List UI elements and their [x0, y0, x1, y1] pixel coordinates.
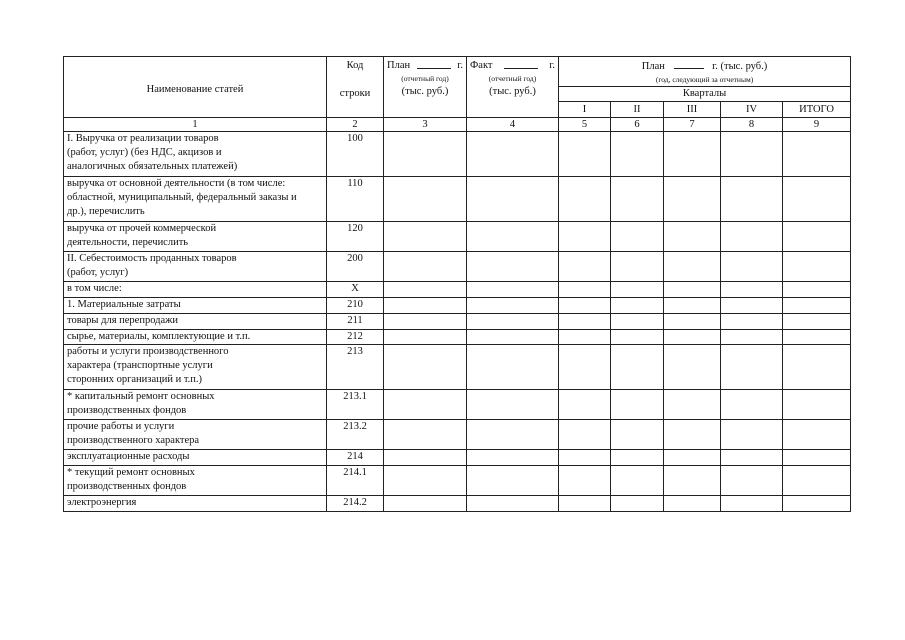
column-number: 4 — [467, 118, 559, 132]
value-cell[interactable] — [559, 496, 611, 512]
year-blank-line — [417, 59, 451, 69]
value-cell[interactable] — [611, 252, 664, 282]
header-code-sublabel: строки — [339, 88, 371, 99]
value-cell[interactable] — [467, 496, 559, 512]
value-cell[interactable] — [559, 132, 611, 177]
value-cell[interactable] — [783, 330, 851, 345]
row-name-cell: работы и услуги производственного характера (транспортные услуги сторонних организаций и т.п.) — [64, 345, 327, 390]
row-code-cell: 120 — [327, 222, 384, 252]
value-cell[interactable] — [721, 314, 783, 330]
value-cell[interactable] — [783, 466, 851, 496]
value-cell[interactable] — [783, 496, 851, 512]
value-cell[interactable] — [559, 450, 611, 466]
header-plan-next-word: План — [641, 61, 665, 72]
total-header-cell — [783, 102, 851, 118]
table-row — [64, 420, 851, 450]
value-cell[interactable] — [384, 496, 467, 512]
value-cell[interactable] — [783, 314, 851, 330]
value-cell[interactable] — [384, 132, 467, 177]
row-name-cell: * текущий ремонт основных производственных фондов — [64, 466, 327, 496]
value-cell[interactable] — [664, 330, 721, 345]
value-cell[interactable] — [467, 420, 559, 450]
value-cell[interactable] — [384, 345, 467, 390]
row-name-cell: электроэнергия — [64, 496, 327, 512]
value-cell[interactable] — [664, 450, 721, 466]
value-cell[interactable] — [559, 282, 611, 298]
row-name-cell: в том числе: — [64, 282, 327, 298]
value-cell[interactable] — [611, 345, 664, 390]
value-cell[interactable] — [721, 420, 783, 450]
value-cell[interactable] — [611, 222, 664, 252]
column-number: 1 — [64, 118, 327, 132]
row-name-cell: II. Себестоимость проданных товаров (работ, услуг) — [64, 252, 327, 282]
quarter-2-label: II — [633, 103, 641, 115]
value-cell[interactable] — [664, 282, 721, 298]
row-name-cell: сырье, материалы, комплектующие и т.п. — [64, 330, 327, 345]
column-number: 5 — [559, 118, 611, 132]
header-plan-word: План — [387, 60, 411, 71]
column-numbers-row — [64, 118, 851, 132]
header-plan-cell — [384, 57, 467, 118]
row-name-cell: товары для перепродажи — [64, 314, 327, 330]
column-number: 7 — [664, 118, 721, 132]
value-cell[interactable] — [384, 222, 467, 252]
value-cell[interactable] — [384, 466, 467, 496]
value-cell[interactable] — [384, 330, 467, 345]
value-cell[interactable] — [467, 330, 559, 345]
column-number: 3 — [384, 118, 467, 132]
row-code-cell: 213.2 — [327, 420, 384, 450]
value-cell[interactable] — [664, 177, 721, 222]
value-cell[interactable] — [783, 450, 851, 466]
header-fact-suffix: г. — [549, 60, 555, 71]
header-code-label: Код — [346, 60, 364, 71]
value-cell[interactable] — [467, 222, 559, 252]
table-row — [64, 282, 851, 298]
value-cell[interactable] — [611, 298, 664, 314]
column-number: 2 — [327, 118, 384, 132]
value-cell[interactable] — [467, 314, 559, 330]
table-row — [64, 496, 851, 512]
value-cell[interactable] — [721, 282, 783, 298]
value-cell[interactable] — [721, 345, 783, 390]
value-cell[interactable] — [664, 222, 721, 252]
value-cell[interactable] — [467, 450, 559, 466]
row-code-cell: 110 — [327, 177, 384, 222]
quarter-4-label: IV — [745, 103, 758, 115]
table-row — [64, 132, 851, 177]
row-code-cell: 211 — [327, 314, 384, 330]
value-cell[interactable] — [783, 390, 851, 420]
value-cell[interactable] — [611, 450, 664, 466]
quarter-1-cell — [559, 102, 611, 118]
table-row — [64, 450, 851, 466]
value-cell[interactable] — [559, 298, 611, 314]
header-fact-unit: (тыс. руб.) — [489, 86, 536, 97]
quarter-3-cell — [664, 102, 721, 118]
value-cell[interactable] — [664, 298, 721, 314]
row-code-cell: 214 — [327, 450, 384, 466]
value-cell[interactable] — [783, 132, 851, 177]
value-cell[interactable] — [384, 252, 467, 282]
row-code-cell: 100 — [327, 132, 384, 177]
value-cell[interactable] — [721, 450, 783, 466]
row-code-cell: X — [327, 282, 384, 298]
column-number: 6 — [611, 118, 664, 132]
table-row — [64, 222, 851, 252]
row-name-cell: эксплуатационные расходы — [64, 450, 327, 466]
quarter-1-label: I — [582, 103, 587, 115]
value-cell[interactable] — [664, 132, 721, 177]
value-cell[interactable] — [467, 466, 559, 496]
financial-plan-table — [63, 56, 851, 512]
quarter-4-cell — [721, 102, 783, 118]
header-fact-note: (отчетный год) — [488, 74, 537, 83]
value-cell[interactable] — [721, 222, 783, 252]
value-cell[interactable] — [611, 496, 664, 512]
value-cell[interactable] — [559, 466, 611, 496]
value-cell[interactable] — [664, 420, 721, 450]
row-code-cell: 213 — [327, 345, 384, 390]
table-row — [64, 177, 851, 222]
table-row — [64, 252, 851, 282]
row-code-cell: 214.1 — [327, 466, 384, 496]
total-label: ИТОГО — [799, 104, 834, 115]
value-cell[interactable] — [467, 390, 559, 420]
value-cell[interactable] — [559, 314, 611, 330]
value-cell[interactable] — [611, 330, 664, 345]
row-name-cell: 1. Материальные затраты — [64, 298, 327, 314]
value-cell[interactable] — [611, 132, 664, 177]
value-cell[interactable] — [467, 282, 559, 298]
row-code-cell: 200 — [327, 252, 384, 282]
value-cell[interactable] — [611, 390, 664, 420]
row-code-cell: 214.2 — [327, 496, 384, 512]
value-cell[interactable] — [783, 420, 851, 450]
value-cell[interactable] — [559, 390, 611, 420]
year-blank-line — [504, 59, 538, 69]
quarters-label: Кварталы — [559, 86, 850, 101]
value-cell[interactable] — [467, 298, 559, 314]
value-cell[interactable] — [783, 282, 851, 298]
table-body — [64, 132, 851, 512]
table-row — [64, 345, 851, 390]
header-code-cell — [327, 57, 384, 118]
year-blank-line — [674, 59, 704, 69]
value-cell[interactable] — [783, 177, 851, 222]
value-cell[interactable] — [559, 420, 611, 450]
value-cell[interactable] — [467, 132, 559, 177]
value-cell[interactable] — [467, 177, 559, 222]
row-code-cell: 210 — [327, 298, 384, 314]
value-cell[interactable] — [384, 314, 467, 330]
value-cell[interactable] — [721, 132, 783, 177]
column-number: 8 — [721, 118, 783, 132]
table-row — [64, 330, 851, 345]
value-cell[interactable] — [721, 496, 783, 512]
header-plan-next-note: (год, следующий за отчетным) — [655, 75, 754, 84]
value-cell[interactable] — [611, 177, 664, 222]
value-cell[interactable] — [384, 390, 467, 420]
value-cell[interactable] — [664, 496, 721, 512]
header-fact-cell — [467, 57, 559, 118]
header-row-1 — [64, 57, 851, 102]
value-cell[interactable] — [467, 252, 559, 282]
value-cell[interactable] — [611, 314, 664, 330]
quarter-3-label: III — [686, 103, 698, 115]
row-code-cell: 213.1 — [327, 390, 384, 420]
row-name-cell: * капитальный ремонт основных производственных фондов — [64, 390, 327, 420]
header-plan-next-suffix: г. (тыс. руб.) — [712, 61, 768, 72]
header-fact-word: Факт — [470, 60, 493, 71]
value-cell[interactable] — [611, 420, 664, 450]
value-cell[interactable] — [384, 282, 467, 298]
value-cell[interactable] — [664, 390, 721, 420]
value-cell[interactable] — [664, 314, 721, 330]
row-name-cell: прочие работы и услуги производственного характера — [64, 420, 327, 450]
table-row — [64, 390, 851, 420]
value-cell[interactable] — [783, 298, 851, 314]
table-row — [64, 466, 851, 496]
value-cell[interactable] — [783, 345, 851, 390]
value-cell[interactable] — [664, 345, 721, 390]
value-cell[interactable] — [721, 390, 783, 420]
value-cell[interactable] — [384, 450, 467, 466]
value-cell[interactable] — [384, 420, 467, 450]
header-name-cell — [64, 57, 327, 118]
value-cell[interactable] — [384, 298, 467, 314]
row-name-cell: выручка от основной деятельности (в том числе: областной, муниципальный, федеральный заказы и др.), перечислить — [64, 177, 327, 222]
column-number: 9 — [783, 118, 851, 132]
header-plan-unit: (тыс. руб.) — [401, 86, 449, 97]
row-name-cell: I. Выручка от реализации товаров (работ, услуг) (без НДС, акцизов и аналогичных обязательных платежей) — [64, 132, 327, 177]
value-cell[interactable] — [664, 466, 721, 496]
header-plan-next-cell — [559, 57, 851, 102]
value-cell[interactable] — [783, 222, 851, 252]
value-cell[interactable] — [721, 330, 783, 345]
value-cell[interactable] — [559, 252, 611, 282]
header-name-label: Наименование статей — [146, 84, 244, 95]
value-cell[interactable] — [611, 282, 664, 298]
value-cell[interactable] — [384, 177, 467, 222]
value-cell[interactable] — [721, 252, 783, 282]
value-cell[interactable] — [721, 177, 783, 222]
value-cell[interactable] — [467, 345, 559, 390]
value-cell[interactable] — [721, 298, 783, 314]
header-plan-note: (отчетный год) — [401, 74, 449, 83]
table-row — [64, 314, 851, 330]
quarter-2-cell — [611, 102, 664, 118]
value-cell[interactable] — [721, 466, 783, 496]
value-cell[interactable] — [783, 252, 851, 282]
table-row — [64, 298, 851, 314]
value-cell[interactable] — [559, 330, 611, 345]
value-cell[interactable] — [611, 466, 664, 496]
header-plan-suffix: г. — [457, 60, 463, 71]
value-cell[interactable] — [559, 345, 611, 390]
value-cell[interactable] — [559, 177, 611, 222]
value-cell[interactable] — [559, 222, 611, 252]
value-cell[interactable] — [664, 252, 721, 282]
row-name-cell: выручка от прочей коммерческой деятельности, перечислить — [64, 222, 327, 252]
row-code-cell: 212 — [327, 330, 384, 345]
